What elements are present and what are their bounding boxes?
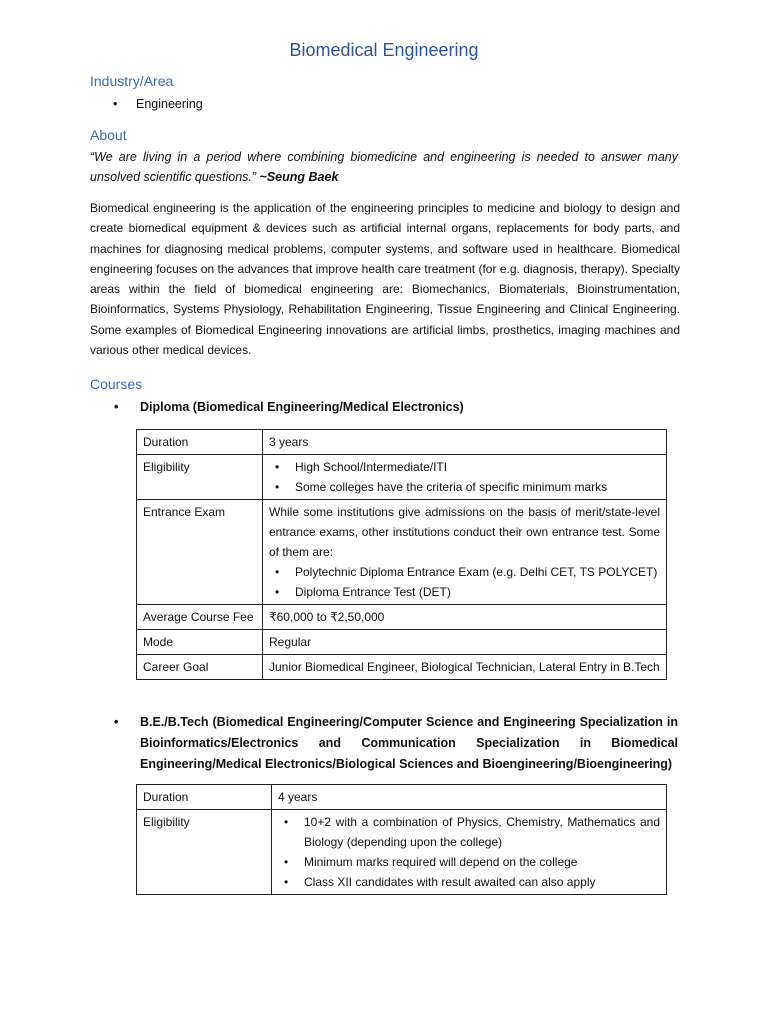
table-row bbox=[137, 810, 667, 895]
career-label: Career Goal bbox=[137, 655, 263, 680]
table-row bbox=[137, 430, 667, 455]
btech-name: B.E./B.Tech bbox=[140, 715, 209, 729]
duration-label: Duration bbox=[137, 785, 272, 810]
mode-value: Regular bbox=[263, 630, 667, 655]
eligibility-value bbox=[263, 455, 667, 500]
duration-value: 4 years bbox=[272, 785, 667, 810]
career-value: Junior Biomedical Engineer, Biological Technician, Lateral Entry in B.Tech bbox=[263, 655, 667, 680]
btech-table bbox=[136, 784, 667, 895]
duration-label: Duration bbox=[137, 430, 263, 455]
industry-heading: Industry/Area bbox=[90, 73, 174, 89]
eligibility-label: Eligibility bbox=[137, 810, 272, 895]
quote-author: ~Seung Baek bbox=[259, 170, 339, 184]
btech-course-title bbox=[116, 712, 678, 775]
list-item: • High School/Intermediate/ITI bbox=[269, 457, 660, 477]
diploma-table bbox=[136, 429, 667, 680]
quote-text: “We are living in a period where combining biomedicine and engineering is needed to answer many unsolved scientific questions.” bbox=[90, 150, 678, 184]
list-item: • Polytechnic Diploma Entrance Exam (e.g. Delhi CET, TS POLYCET) bbox=[269, 562, 660, 582]
mode-label: Mode bbox=[137, 630, 263, 655]
entrance-value bbox=[263, 500, 667, 605]
table-row bbox=[137, 630, 667, 655]
list-item: • Some colleges have the criteria of specific minimum marks bbox=[269, 477, 660, 497]
entrance-label: Entrance Exam bbox=[137, 500, 263, 605]
eligibility-label: Eligibility bbox=[137, 455, 263, 500]
page-title: Biomedical Engineering bbox=[289, 40, 479, 60]
table-row bbox=[137, 455, 667, 500]
table-row bbox=[137, 605, 667, 630]
list-item: • 10+2 with a combination of Physics, Chemistry, Mathematics and Biology (depending upon the college) bbox=[278, 812, 660, 852]
btech-specializations: (Biomedical Engineering/Computer Science and Engineering Specialization in Bioinformatics/Electronics and Communication Specialization in Biomedical Engineering/Medical Electronics/Biological Sciences and Bioengineering/Bioengineering) bbox=[140, 715, 678, 771]
fee-value: ₹60,000 to ₹2,50,000 bbox=[263, 605, 667, 630]
table-row bbox=[137, 785, 667, 810]
list-item: • Class XII candidates with result awaited can also apply bbox=[278, 872, 660, 892]
about-heading: About bbox=[90, 127, 127, 143]
entrance-text: While some institutions give admissions on the basis of merit/state-level entrance exams, other institutions conduct their own entrance test. Some of them are: bbox=[269, 505, 660, 559]
fee-label: Average Course Fee bbox=[137, 605, 263, 630]
about-quote bbox=[90, 147, 678, 187]
eligibility-value bbox=[272, 810, 667, 895]
table-row bbox=[137, 655, 667, 680]
about-paragraph: Biomedical engineering is the application of the engineering principles to medicine and biology to design and create biomedical equipment & devices such as artificial internal organs, replacements for body parts, and machines for diagnosing medical problems, computer systems, and software used in healthcare. Biomedical engineering focuses on the advances that improve health care treatment (for e.g. diagnosis, therapy). Specialty areas within the field of biomedical engineering are: Biomechanics, Biomaterials, Bioinstrumentation, Bioinformatics, Systems Physiology, Rehabilitation Engineering, Tissue Engineering and Clinical Engineering. Some examples of Biomedical Engineering innovations are artificial limbs, prosthetics, imaging machines and various other medical devices. bbox=[90, 201, 680, 358]
courses-heading: Courses bbox=[90, 376, 143, 392]
industry-item: • Engineering bbox=[116, 94, 203, 114]
table-row bbox=[137, 500, 667, 605]
list-item: • Diploma Entrance Test (DET) bbox=[269, 582, 660, 602]
diploma-course-title: • Diploma (Biomedical Engineering/Medical Electronics) bbox=[116, 397, 656, 418]
duration-value: 3 years bbox=[263, 430, 667, 455]
list-item: • Minimum marks required will depend on the college bbox=[278, 852, 660, 872]
